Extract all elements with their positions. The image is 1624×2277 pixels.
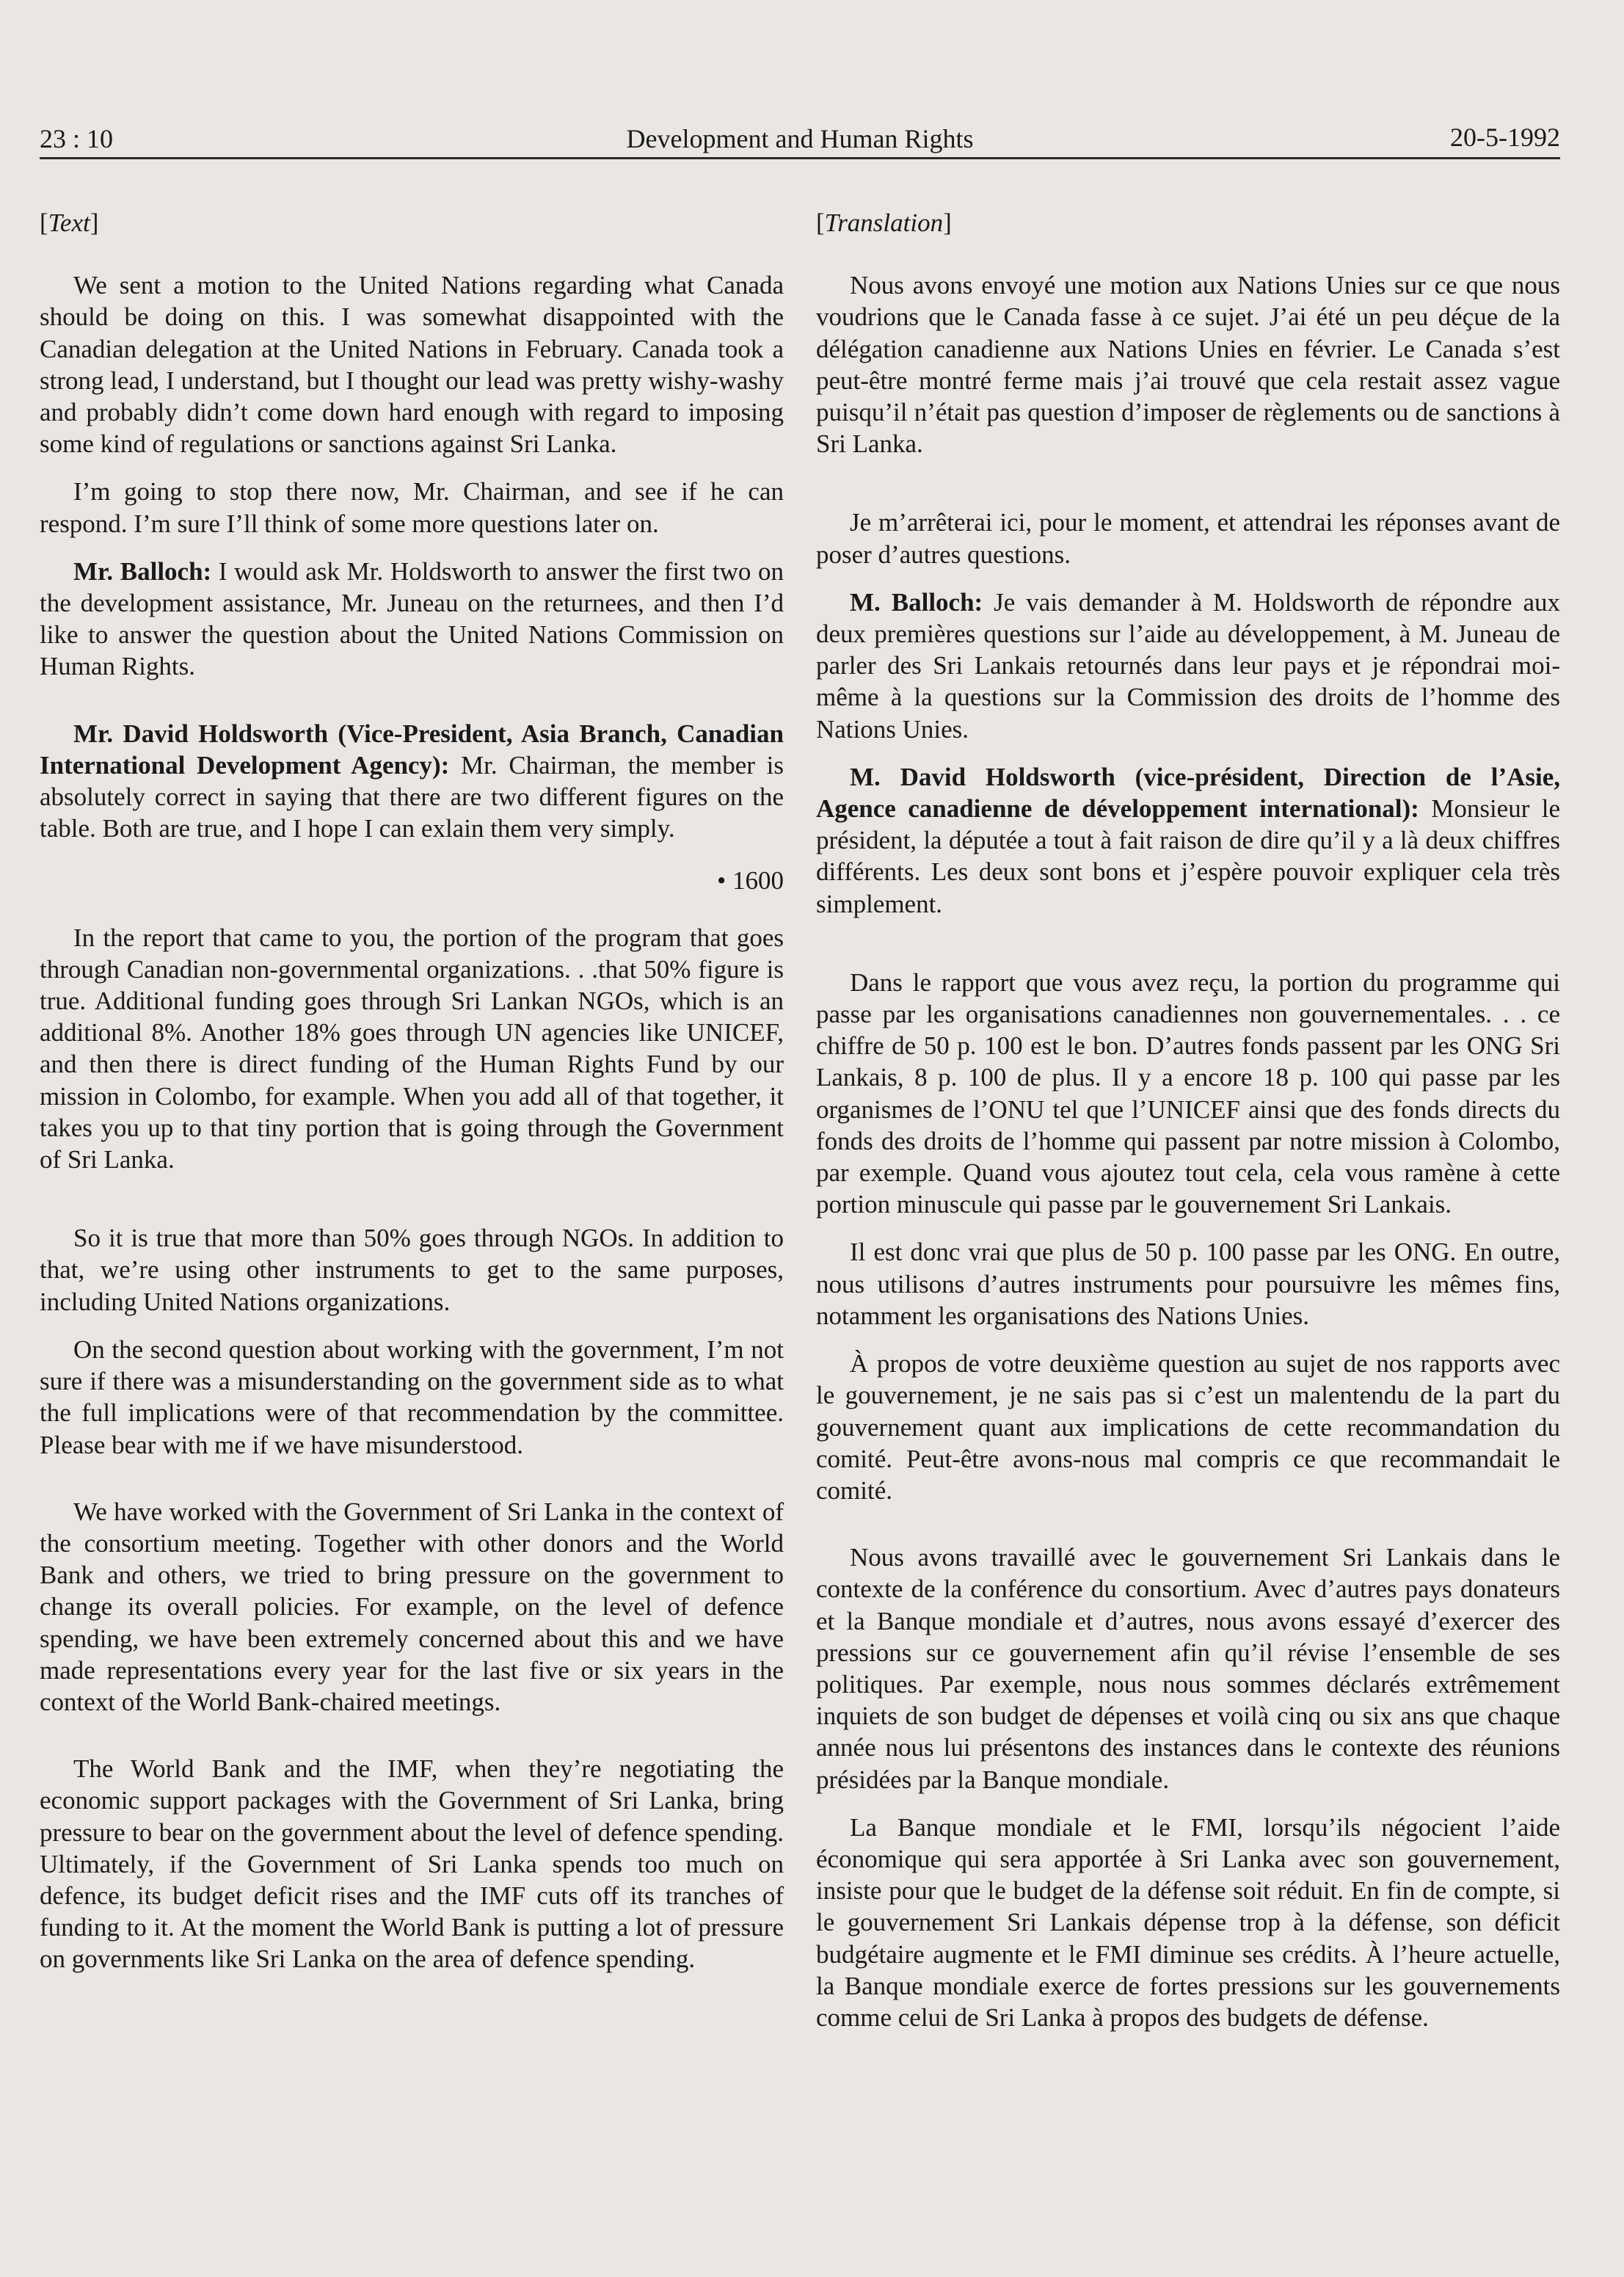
paragraph-2-fr: Je m’arrêterai ici, pour le moment, et attendrai les réponses avant de poser d’autres questions.	[816, 508, 1560, 569]
time-marker: • 1600	[716, 866, 784, 896]
paragraph-6: So it is true that more than 50% goes through NGOs. In addition to that, we’re using other instruments to get to the same purposes, including United Nations organizations.	[40, 1224, 784, 1316]
paragraph-1-fr: Nous avons envoyé une motion aux Nations Unies sur ce que nous voudrions que le Canada fasse à ce sujet. J’ai été un peu déçue de la délégation canadienne aux Nations Unies en février. Le Canada s’est peut-être montré ferme mais j’ai trouvé que cela restait assez vague puisqu’il n’était pas question d’imposer de règlements ou de sanctions à Sri Lanka.	[816, 271, 1560, 459]
page-number: 23 : 10	[40, 124, 114, 153]
french-column	[816, 207, 1560, 2033]
paragraph-8-fr: Nous avons travaillé avec le gouvernement Sri Lankais dans le contexte de la conférence du consortium. Avec d’autres pays donateurs et la Banque mondiale et d’autres, nous avons essayé d’exercer des pressions sur ce gouvernement afin qu’il révise l’ensemble de ses politiques. Par exemple, nous nous sommes déclarés extrêmement inquiets de son budget de dépenses et voilà cinq ou six ans que chaque année nous lui présentons des instances dans le contexte des réunions présidées par la Banque mondiale.	[816, 1543, 1560, 1794]
text-tag: [Text]	[40, 208, 99, 237]
speaker-holdsworth: Mr. David Holdsworth (Vice-President, Asia Branch, Canadian International Development Agency):	[40, 719, 784, 780]
speaker-holdsworth-fr: M. David Holdsworth (vice-président, Direction de l’Asie, Agence canadienne de développement international):	[816, 762, 1560, 824]
paragraph-2: I’m going to stop there now, Mr. Chairman, and see if he can respond. I’m sure I’ll think of some more questions later on.	[40, 477, 784, 538]
paragraph-5-fr: Dans le rapport que vous avez reçu, la portion du programme qui passe par les organisations canadiennes non gouvernementales. . . ce chiffre de 50 p. 100 est le bon. D’autres fonds passent par les ONG Sri Lankais, 8 p. 100 de plus. Il y a encore 18 p. 100 qui passe par les organismes de l’ONU tel que l’UNICEF ainsi que des fonds directs du fonds des droits de l’homme qui passent par notre mission à Colombo, par exemple. Quand vous ajoutez tout cela, cela vous ramène à cette portion minuscule qui passe par le gouvernement Sri Lankais.	[816, 967, 1560, 1219]
page-date: 20-5-1992	[1450, 123, 1560, 152]
paragraph-9-fr: La Banque mondiale et le FMI, lorsqu’ils négocient l’aide économique qui sera apportée à Sri Lanka avec son gouvernement, insiste pour que le budget de la défense soit réduit. En fin de compte, si le gouvernement Sri Lankais dépense trop à la défense, son déficit budgétaire augmente et le FMI diminue ses crédits. À l’heure actuelle, la Banque mondiale exerce de fortes pressions sur les gouvernements comme celui de Sri Lanka à propos des budgets de défense.	[816, 1812, 1560, 2032]
paragraph-3: Mr. Balloch: I would ask Mr. Holdsworth to answer the first two on the development assistance, Mr. Juneau on the returnees, and then I’d like to answer the question about the United Nations Commission on Human Rights.	[40, 556, 784, 681]
translation-tag: [Translation]	[816, 208, 952, 237]
paragraph-1: We sent a motion to the United Nations regarding what Canada should be doing on this. I was somewhat disappointed with the Canadian delegation at the United Nations in February. Canada took a strong lead, I understand, but I thought our lead was pretty wishy-washy and probably didn’t come down hard enough with regard to imposing some kind of regulations or sanctions against Sri Lanka.	[40, 271, 784, 459]
paragraph-7-fr: À propos de votre deuxième question au sujet de nos rapports avec le gouvernement, je ne sais pas si c’est un malentendu de la part du gouvernement quant aux implications de cette recommandation du comité. Peut-être avons-nous mal compris ce que recommandait le comité.	[816, 1349, 1560, 1505]
paragraph-8: We have worked with the Government of Sri Lanka in the context of the consortium meeting. Together with other donors and the World Bank and others, we tried to bring pressure on the government to change its overall policies. For example, on the level of defence spending, we have been extremely concerned about this and we have made representations every year for the last five or six years in the context of the World Bank-chaired meetings.	[40, 1497, 784, 1716]
speaker-balloch-fr: M. Balloch:	[850, 587, 983, 617]
page-header	[40, 116, 1560, 159]
paragraph-4: Mr. David Holdsworth (Vice-President, Asia Branch, Canadian International Development Agency): Mr. Chairman, the member is absolutely correct in saying that there are two different figures on the table. Both are true, and I hope I can exlain them very simply.	[40, 719, 784, 843]
paragraph-9: The World Bank and the IMF, when they’re negotiating the economic support packages with the Government of Sri Lanka, bring pressure to bear on the government about the level of defence spending. Ultimately, if the Government of Sri Lanka spends too much on defence, its budget deficit rises and the IMF cuts off its tranches of funding to it. At the moment the World Bank is putting a lot of pressure on governments like Sri Lanka on the area of defence spending.	[40, 1754, 784, 1974]
paragraph-4-fr: M. David Holdsworth (vice-président, Direction de l’Asie, Agence canadienne de développement international): Monsieur le président, la députée a tout à fait raison de dire qu’il y a là deux chiffres différents. Les deux sont bons et j’espère pouvoir expliquer cela très simplement.	[816, 762, 1560, 918]
speaker-balloch: Mr. Balloch:	[73, 556, 212, 586]
running-title: Development and Human Rights	[626, 124, 974, 153]
paragraph-3-fr: M. Balloch: Je vais demander à M. Holdsworth de répondre aux deux premières questions sur l’aide au développement, à M. Juneau de parler des Sri Lankais retournés dans leur pays et je répondrai moi-même à la questions sur la Commission des droits de l’homme des Nations Unies.	[816, 587, 1560, 744]
paragraph-7: On the second question about working with the government, I’m not sure if there was a misunderstanding on the government side as to what the full implications were of that recommendation by the committee. Please bear with me if we have misunderstood.	[40, 1334, 784, 1459]
paragraph-5: In the report that came to you, the portion of the program that goes through Canadian non-governmental organizations. . .that 50% figure is true. Additional funding goes through Sri Lankan NGOs, which is an additional 8%. Another 18% goes through UN agencies like UNICEF, and then there is direct funding of the Human Rights Fund by our mission in Colombo, for example. When you add all of that together, it takes you up to that tiny portion that is going through the Government of Sri Lanka.	[40, 923, 784, 1174]
paragraph-6-fr: Il est donc vrai que plus de 50 p. 100 passe par les ONG. En outre, nous utilisons d’autres instruments pour poursuivre les mêmes fins, notamment les organisations des Nations Unies.	[816, 1238, 1560, 1330]
english-column	[40, 207, 784, 1975]
